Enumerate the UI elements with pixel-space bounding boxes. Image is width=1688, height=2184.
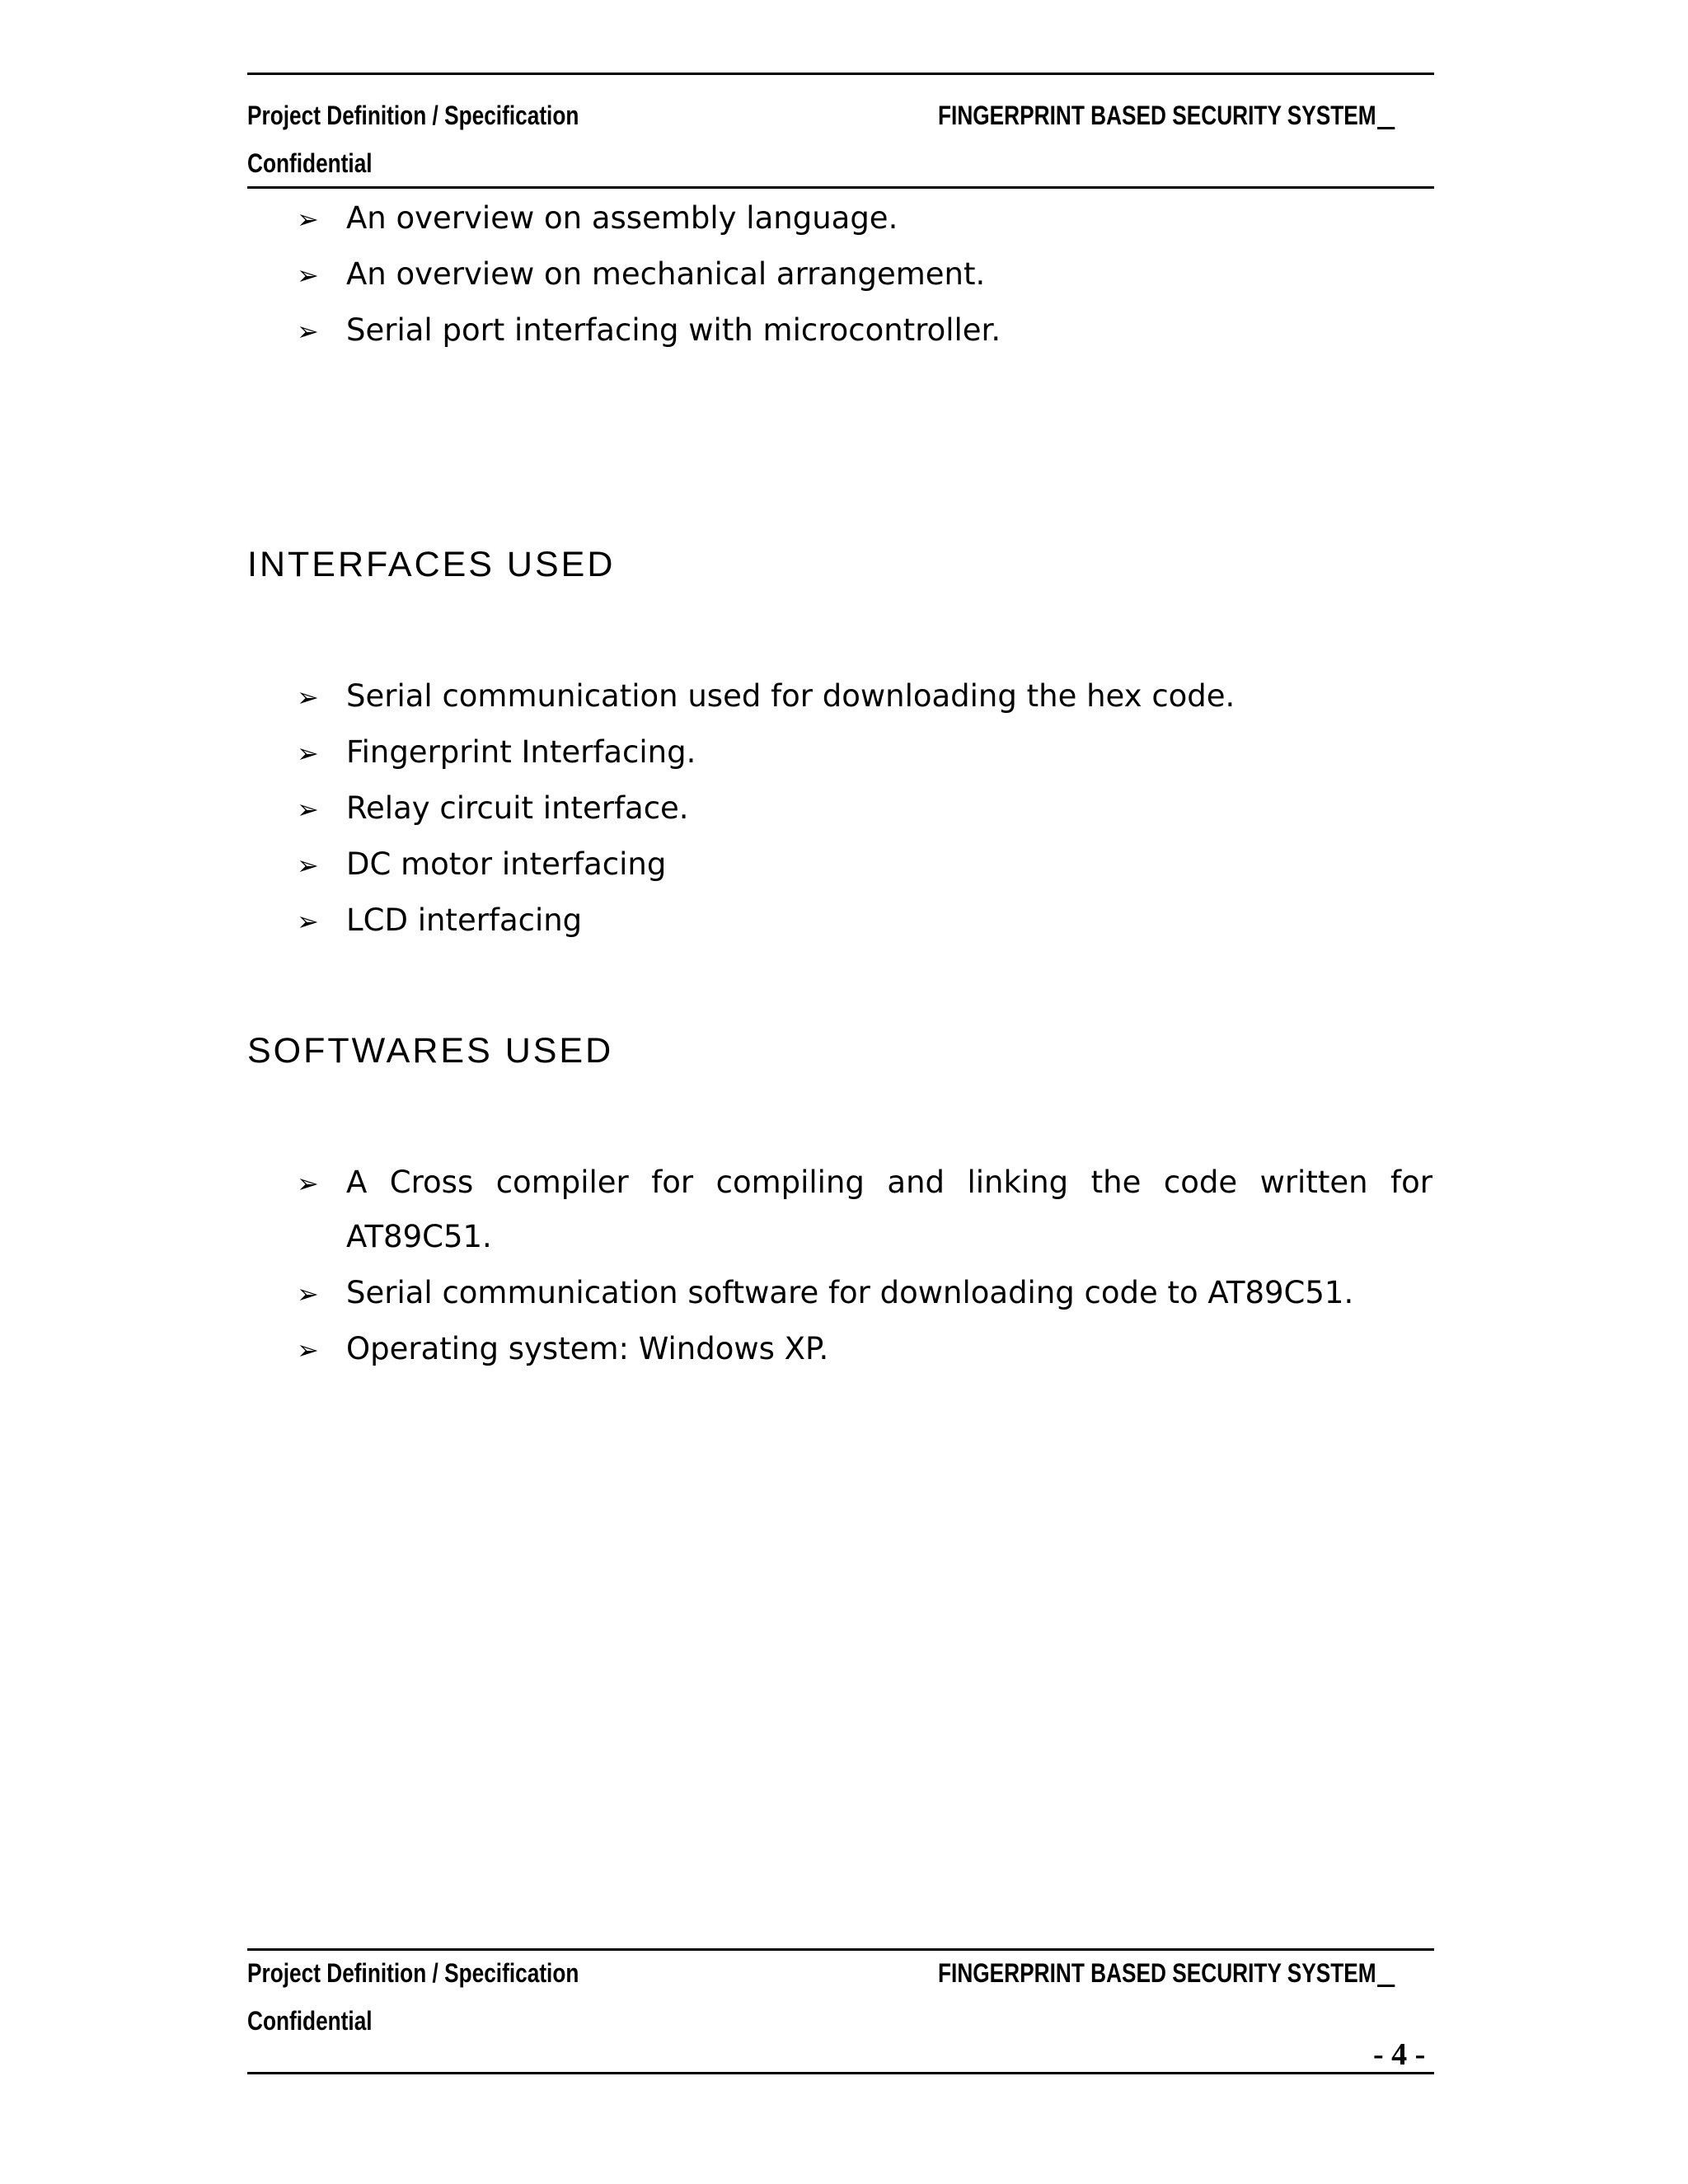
arrowhead-bullet-icon: ➢ — [297, 682, 319, 713]
footer-right-title-text: FINGERPRINT BASED SECURITY SYSTEM — [938, 1958, 1376, 1988]
arrowhead-bullet-icon: ➢ — [297, 1168, 319, 1199]
list-item-text: AT89C51. — [346, 1219, 492, 1254]
arrowhead-bullet-icon: ➢ — [297, 794, 319, 825]
list-item-text: Serial communication software for downloading code to AT89C51. — [346, 1275, 1354, 1310]
interfaces-heading: INTERFACES USED — [247, 545, 616, 584]
list-item-text: An overview on mechanical arrangement. — [346, 256, 986, 292]
arrowhead-bullet-icon: ➢ — [297, 204, 319, 235]
footer-underscore-mark — [1377, 1985, 1395, 1987]
justified-line-1 — [346, 1165, 1432, 1200]
arrowhead-bullet-icon: ➢ — [297, 738, 319, 769]
list-item-text: Operating system: Windows XP. — [346, 1331, 829, 1366]
word: for — [1390, 1165, 1432, 1200]
footer-left-title: Project Definition / Specification — [247, 1958, 579, 1988]
word: Cross — [389, 1165, 474, 1200]
header-top-rule — [247, 73, 1434, 75]
arrowhead-bullet-icon: ➢ — [297, 1278, 319, 1310]
list-item-text: An overview on assembly language. — [346, 200, 898, 236]
arrowhead-bullet-icon: ➢ — [297, 850, 319, 881]
list-item-text: Serial port interfacing with microcontroller. — [346, 312, 1001, 348]
list-item-text: DC motor interfacing — [346, 846, 667, 882]
header-right-title — [938, 102, 1395, 129]
word: and — [887, 1165, 945, 1200]
word: A — [346, 1165, 368, 1200]
arrowhead-bullet-icon: ➢ — [297, 316, 319, 347]
list-item-text: Fingerprint Interfacing. — [346, 734, 696, 770]
header-confidential: Confidential — [247, 148, 373, 178]
list-item-text: Relay circuit interface. — [346, 790, 689, 826]
word: compiling — [715, 1165, 865, 1200]
word: written — [1259, 1165, 1368, 1200]
header-left-title: Project Definition / Specification — [247, 101, 579, 130]
word: for — [651, 1165, 694, 1200]
header-underscore-mark — [1377, 127, 1395, 129]
list-item-text: LCD interfacing — [346, 902, 583, 938]
arrowhead-bullet-icon: ➢ — [297, 1334, 319, 1366]
page-number: - 4 - — [1373, 2037, 1426, 2072]
arrowhead-bullet-icon: ➢ — [297, 906, 319, 937]
word: compiler — [495, 1165, 629, 1200]
footer-confidential: Confidential — [247, 2006, 373, 2036]
softwares-heading: SOFTWARES USED — [247, 1031, 614, 1071]
word: linking — [967, 1165, 1069, 1200]
footer-bottom-rule — [247, 2072, 1434, 2074]
footer-top-rule — [247, 1948, 1434, 1951]
word: code — [1163, 1165, 1238, 1200]
arrowhead-bullet-icon: ➢ — [297, 260, 319, 291]
header-right-title-text: FINGERPRINT BASED SECURITY SYSTEM — [938, 101, 1376, 130]
list-item-text: Serial communication used for downloading the hex code. — [346, 678, 1236, 714]
footer-right-title — [938, 1960, 1395, 1987]
header-bottom-rule — [247, 186, 1434, 189]
word: the — [1090, 1165, 1142, 1200]
